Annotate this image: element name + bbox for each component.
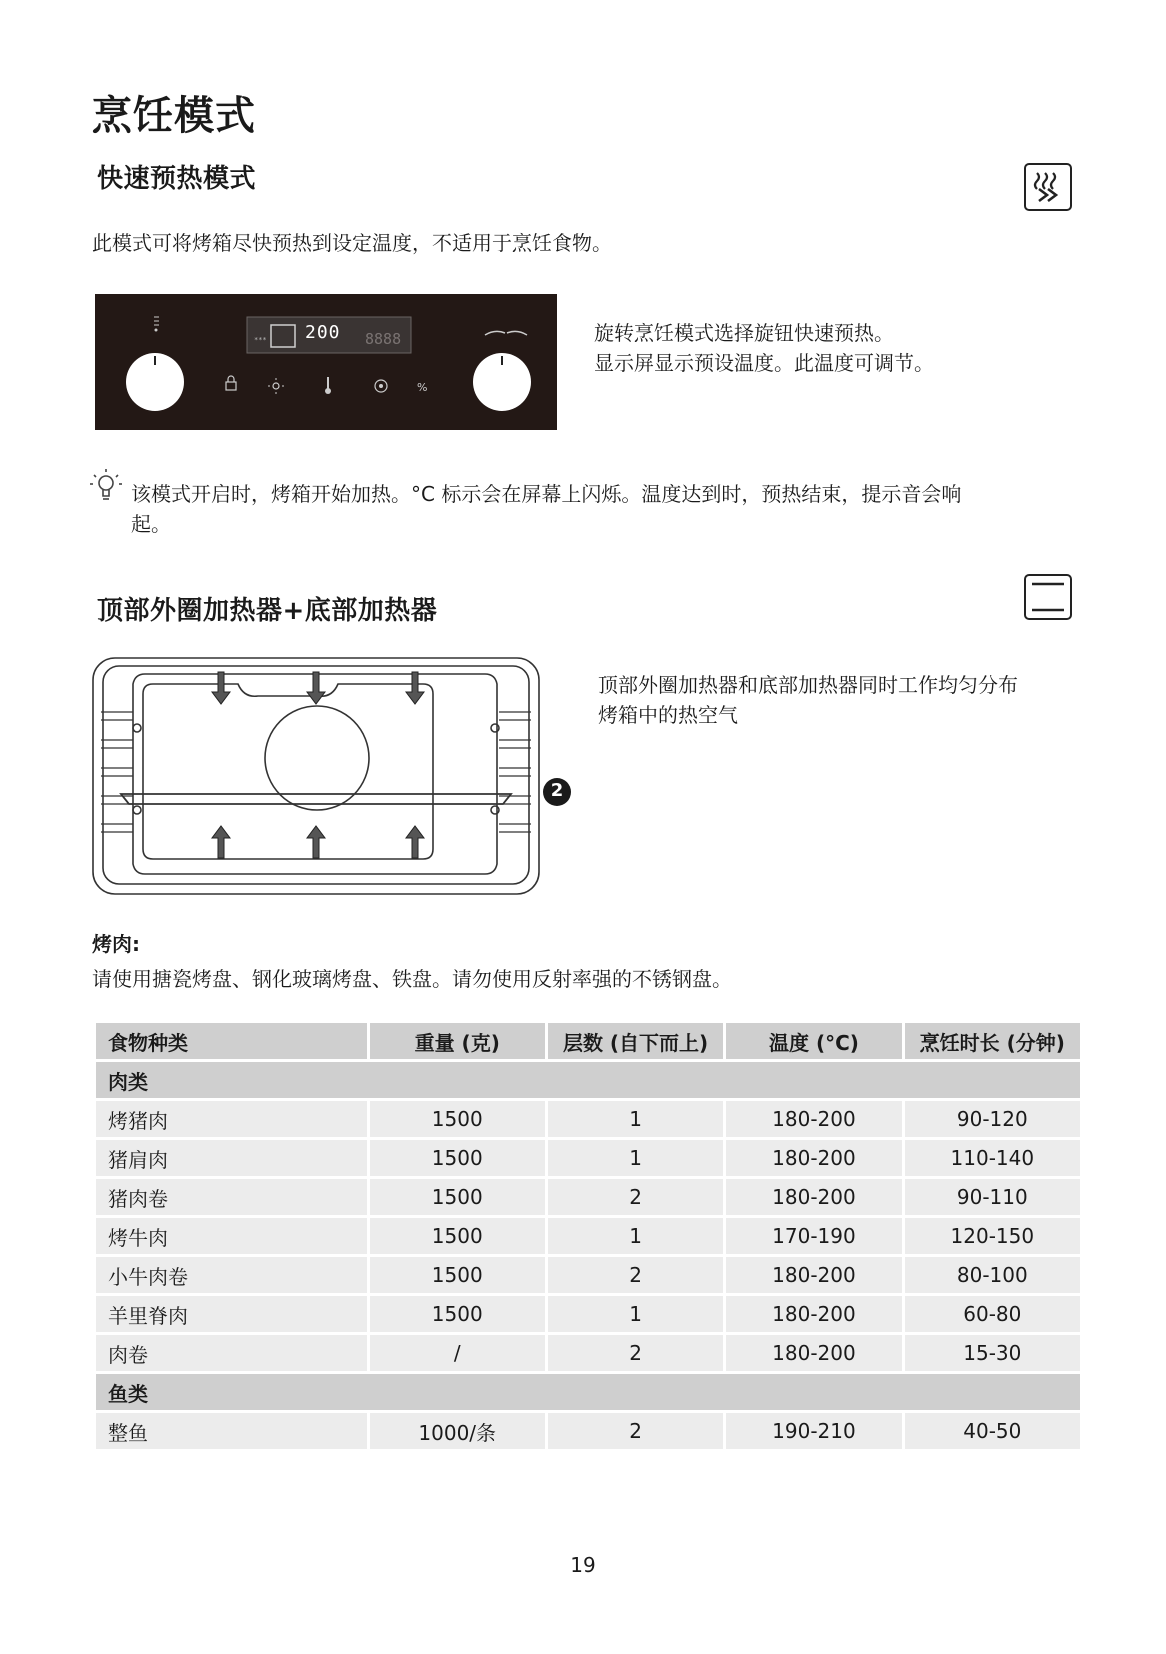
cell-level: 1 xyxy=(548,1296,723,1332)
cell-time: 120-150 xyxy=(905,1218,1080,1254)
control-panel xyxy=(95,294,557,430)
cell-level: 2 xyxy=(548,1257,723,1293)
cell-time: 80-100 xyxy=(905,1257,1080,1293)
header-temperature: 温度 (°C) xyxy=(726,1023,901,1059)
cell-weight: 1500 xyxy=(370,1140,545,1176)
cell-weight: 1000/条 xyxy=(370,1413,545,1449)
header-food-type: 食物种类 xyxy=(96,1023,367,1059)
table-row xyxy=(96,1179,1080,1215)
table-row xyxy=(96,1140,1080,1176)
cell-food: 小牛肉卷 xyxy=(96,1257,367,1293)
cell-temperature: 180-200 xyxy=(726,1140,901,1176)
section-heading-fast-preheat: 快速预热模式 xyxy=(97,164,257,194)
cell-temperature: 180-200 xyxy=(726,1257,901,1293)
section-heading-top-bottom-heat: 顶部外圈加热器+底部加热器 xyxy=(97,596,438,626)
page-title: 烹饪模式 xyxy=(92,93,256,139)
table-row xyxy=(96,1413,1080,1449)
table-header-row xyxy=(96,1023,1080,1059)
cell-level: 1 xyxy=(548,1140,723,1176)
group-row-meat xyxy=(96,1062,1080,1098)
header-weight: 重量 (克) xyxy=(370,1023,545,1059)
cell-temperature: 180-200 xyxy=(726,1335,901,1371)
table-row xyxy=(96,1101,1080,1137)
cell-temperature: 180-200 xyxy=(726,1179,901,1215)
cell-temperature: 180-200 xyxy=(726,1101,901,1137)
tip-text-line1: 该模式开启时，烤箱开始加热。°C 标示会在屏幕上闪烁。温度达到时，预热结束，提示音会响 xyxy=(131,482,962,506)
cell-weight: 1500 xyxy=(370,1257,545,1293)
table-row xyxy=(96,1218,1080,1254)
cell-level: 1 xyxy=(548,1101,723,1137)
cell-level: 2 xyxy=(548,1179,723,1215)
cell-level: 2 xyxy=(548,1413,723,1449)
cell-weight: 1500 xyxy=(370,1101,545,1137)
cell-weight: / xyxy=(370,1335,545,1371)
cell-level: 2 xyxy=(548,1335,723,1371)
intro-text: 此模式可将烤箱尽快预热到设定温度，不适用于烹饪食物。 xyxy=(92,231,612,255)
cell-temperature: 180-200 xyxy=(726,1296,901,1332)
cell-time: 90-120 xyxy=(905,1101,1080,1137)
group-label: 鱼类 xyxy=(96,1374,1080,1410)
cell-food: 猪肩肉 xyxy=(96,1140,367,1176)
cell-level: 1 xyxy=(548,1218,723,1254)
page-number: 19 xyxy=(570,1553,596,1577)
cooking-table xyxy=(93,1020,1083,1452)
roast-label: 烤肉: xyxy=(92,932,140,956)
cell-weight: 1500 xyxy=(370,1296,545,1332)
section1-desc-line2: 显示屏显示预设温度。此温度可调节。 xyxy=(594,351,934,375)
section1-desc-line1: 旋转烹饪模式选择旋钮快速预热。 xyxy=(594,321,894,345)
cell-weight: 1500 xyxy=(370,1179,545,1215)
cell-food: 整鱼 xyxy=(96,1413,367,1449)
cell-weight: 1500 xyxy=(370,1218,545,1254)
svg-text:***: *** xyxy=(254,336,267,344)
cell-food: 羊里脊肉 xyxy=(96,1296,367,1332)
roast-instructions: 请使用搪瓷烤盘、钢化玻璃烤盘、铁盘。请勿使用反射率强的不锈钢盘。 xyxy=(92,967,732,991)
panel-display-temperature: 200 xyxy=(305,322,341,343)
cell-food: 烤牛肉 xyxy=(96,1218,367,1254)
cell-time: 40-50 xyxy=(905,1413,1080,1449)
fast-preheat-icon xyxy=(1024,163,1072,211)
cell-time: 15-30 xyxy=(905,1335,1080,1371)
table-row xyxy=(96,1257,1080,1293)
cell-time: 90-110 xyxy=(905,1179,1080,1215)
table-row xyxy=(96,1335,1080,1371)
group-row-fish xyxy=(96,1374,1080,1410)
svg-text:%: % xyxy=(417,381,428,394)
section2-desc-line1: 顶部外圈加热器和底部加热器同时工作均匀分布 xyxy=(598,673,1018,697)
top-bottom-heat-icon xyxy=(1024,574,1072,620)
cell-time: 60-80 xyxy=(905,1296,1080,1332)
cell-temperature: 170-190 xyxy=(726,1218,901,1254)
oven-cavity-diagram xyxy=(91,656,583,896)
table-row xyxy=(96,1296,1080,1332)
cell-food: 猪肉卷 xyxy=(96,1179,367,1215)
group-label: 肉类 xyxy=(96,1062,1080,1098)
header-level: 层数 (自下而上) xyxy=(548,1023,723,1059)
cell-temperature: 190-210 xyxy=(726,1413,901,1449)
shelf-level-badge: 2 xyxy=(550,780,564,801)
section2-desc-line2: 烤箱中的热空气 xyxy=(598,703,738,727)
cell-food: 肉卷 xyxy=(96,1335,367,1371)
svg-text:8888: 8888 xyxy=(365,330,402,348)
header-cooking-time: 烹饪时长 (分钟) xyxy=(905,1023,1080,1059)
lightbulb-icon xyxy=(88,466,124,506)
cell-food: 烤猪肉 xyxy=(96,1101,367,1137)
tip-text-line2: 起。 xyxy=(131,512,171,536)
cell-time: 110-140 xyxy=(905,1140,1080,1176)
